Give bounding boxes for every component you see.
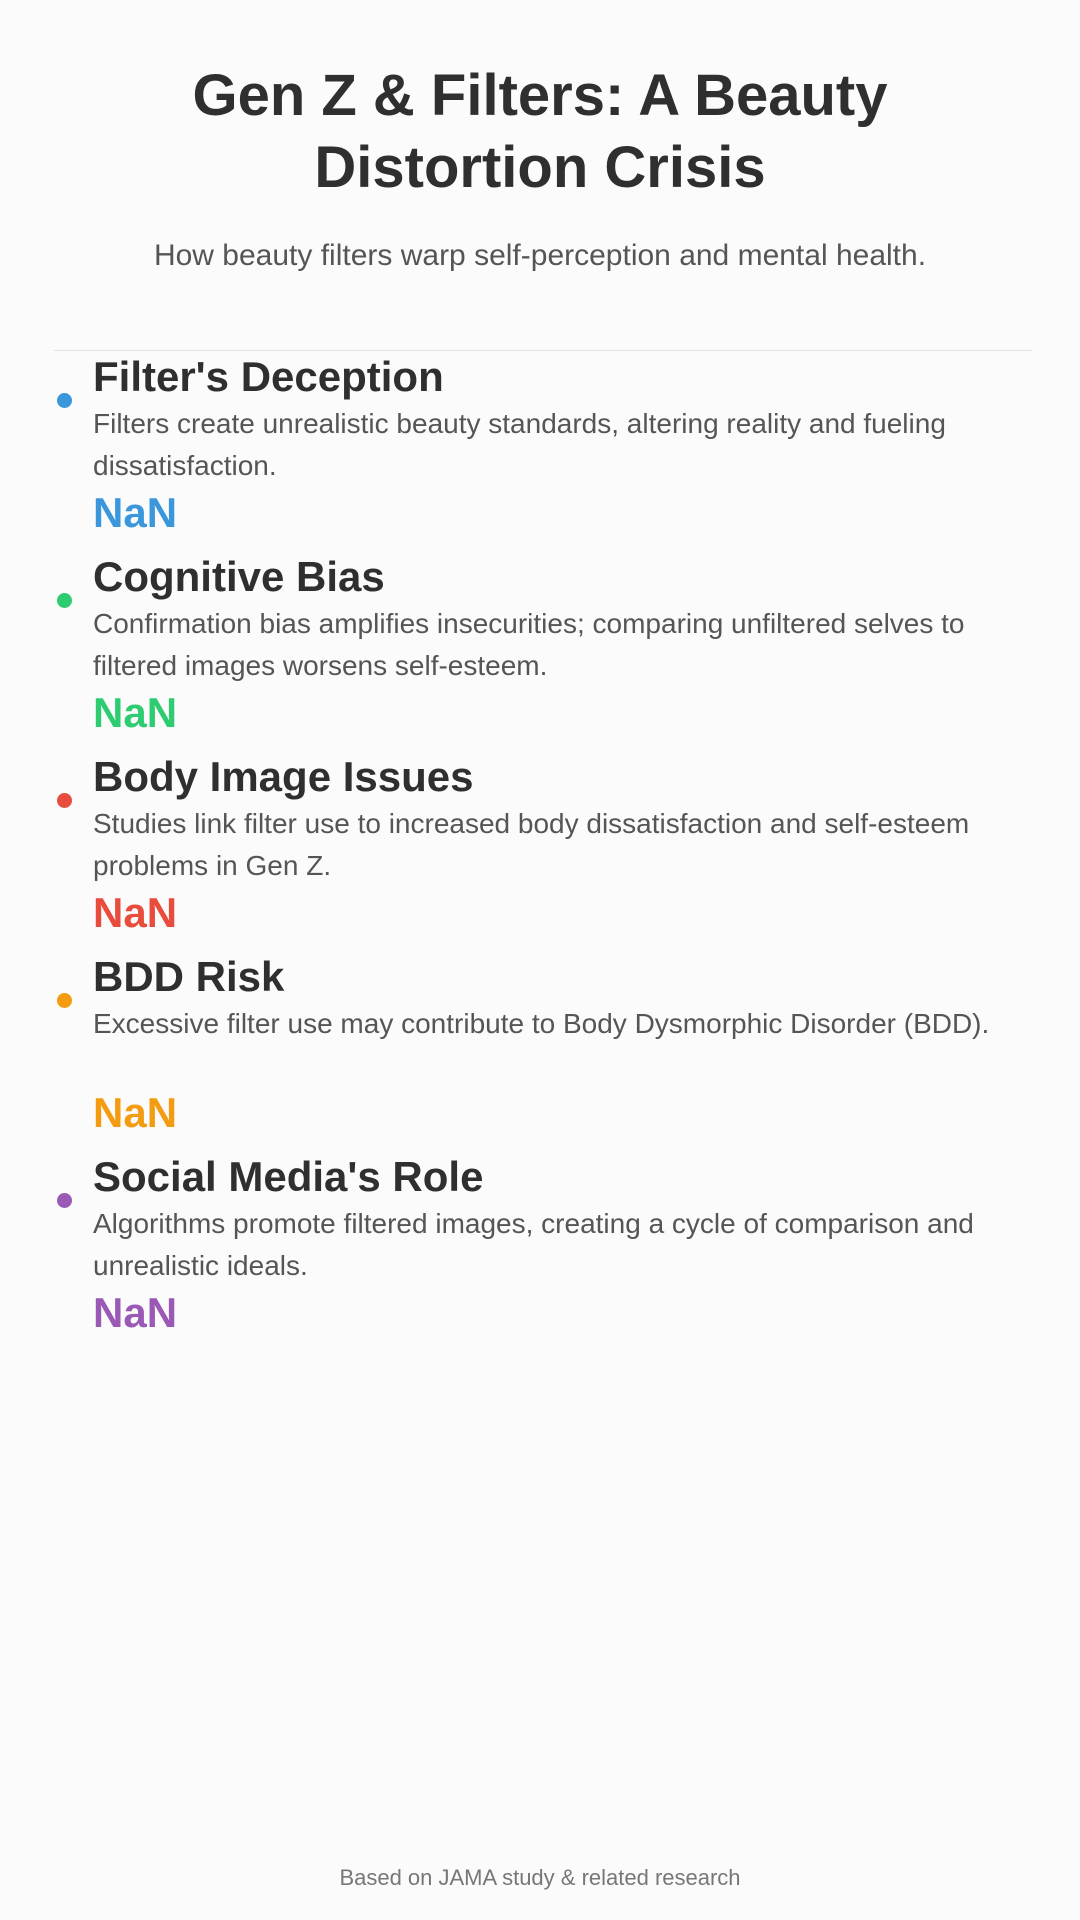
item-title: BDD Risk xyxy=(93,953,285,1000)
item-list xyxy=(54,352,1024,1352)
page-title: Gen Z & Filters: A Beauty Distortion Crisis xyxy=(192,63,888,200)
page-subtitle: How beauty filters warp self-perception and mental health. xyxy=(153,239,927,272)
item-description: Excessive filter use may contribute to Body Dysmorphic Disorder (BDD). xyxy=(93,1008,990,1039)
header-divider xyxy=(54,350,1032,351)
bullet-dot-icon xyxy=(57,593,72,608)
item-description: Confirmation bias amplifies insecurities; comparing unfiltered selves to filtered images worsens self-esteem. xyxy=(93,608,965,681)
item-description: Algorithms promote filtered images, creating a cycle of comparison and unrealistic ideals. xyxy=(93,1208,974,1281)
item-value: NaN xyxy=(93,689,178,736)
list-item-cognitive-bias xyxy=(54,552,1024,752)
item-value: NaN xyxy=(93,1089,178,1136)
bullet-dot-icon xyxy=(57,793,72,808)
footer-source-note: Based on JAMA study & related research xyxy=(339,1865,741,1890)
item-value: NaN xyxy=(93,489,178,536)
bullet-dot-icon xyxy=(57,1193,72,1208)
item-title: Social Media's Role xyxy=(93,1153,484,1200)
bullet-dot-icon xyxy=(57,393,72,408)
item-description: Filters create unrealistic beauty standards, altering reality and fueling dissatisfaction. xyxy=(93,408,946,481)
list-item-body-image-issues xyxy=(54,752,1024,952)
item-title: Filter's Deception xyxy=(93,353,444,400)
bullet-dot-icon xyxy=(57,993,72,1008)
list-item-filters-deception xyxy=(54,352,1024,552)
list-item-social-media-role xyxy=(54,1152,1024,1352)
item-title: Cognitive Bias xyxy=(93,553,385,600)
list-item-bdd-risk xyxy=(54,952,1024,1152)
item-title: Body Image Issues xyxy=(93,753,474,800)
item-description: Studies link filter use to increased body dissatisfaction and self-esteem problems in Gen Z. xyxy=(93,808,970,881)
item-value: NaN xyxy=(93,1289,178,1336)
item-value: NaN xyxy=(93,889,178,936)
